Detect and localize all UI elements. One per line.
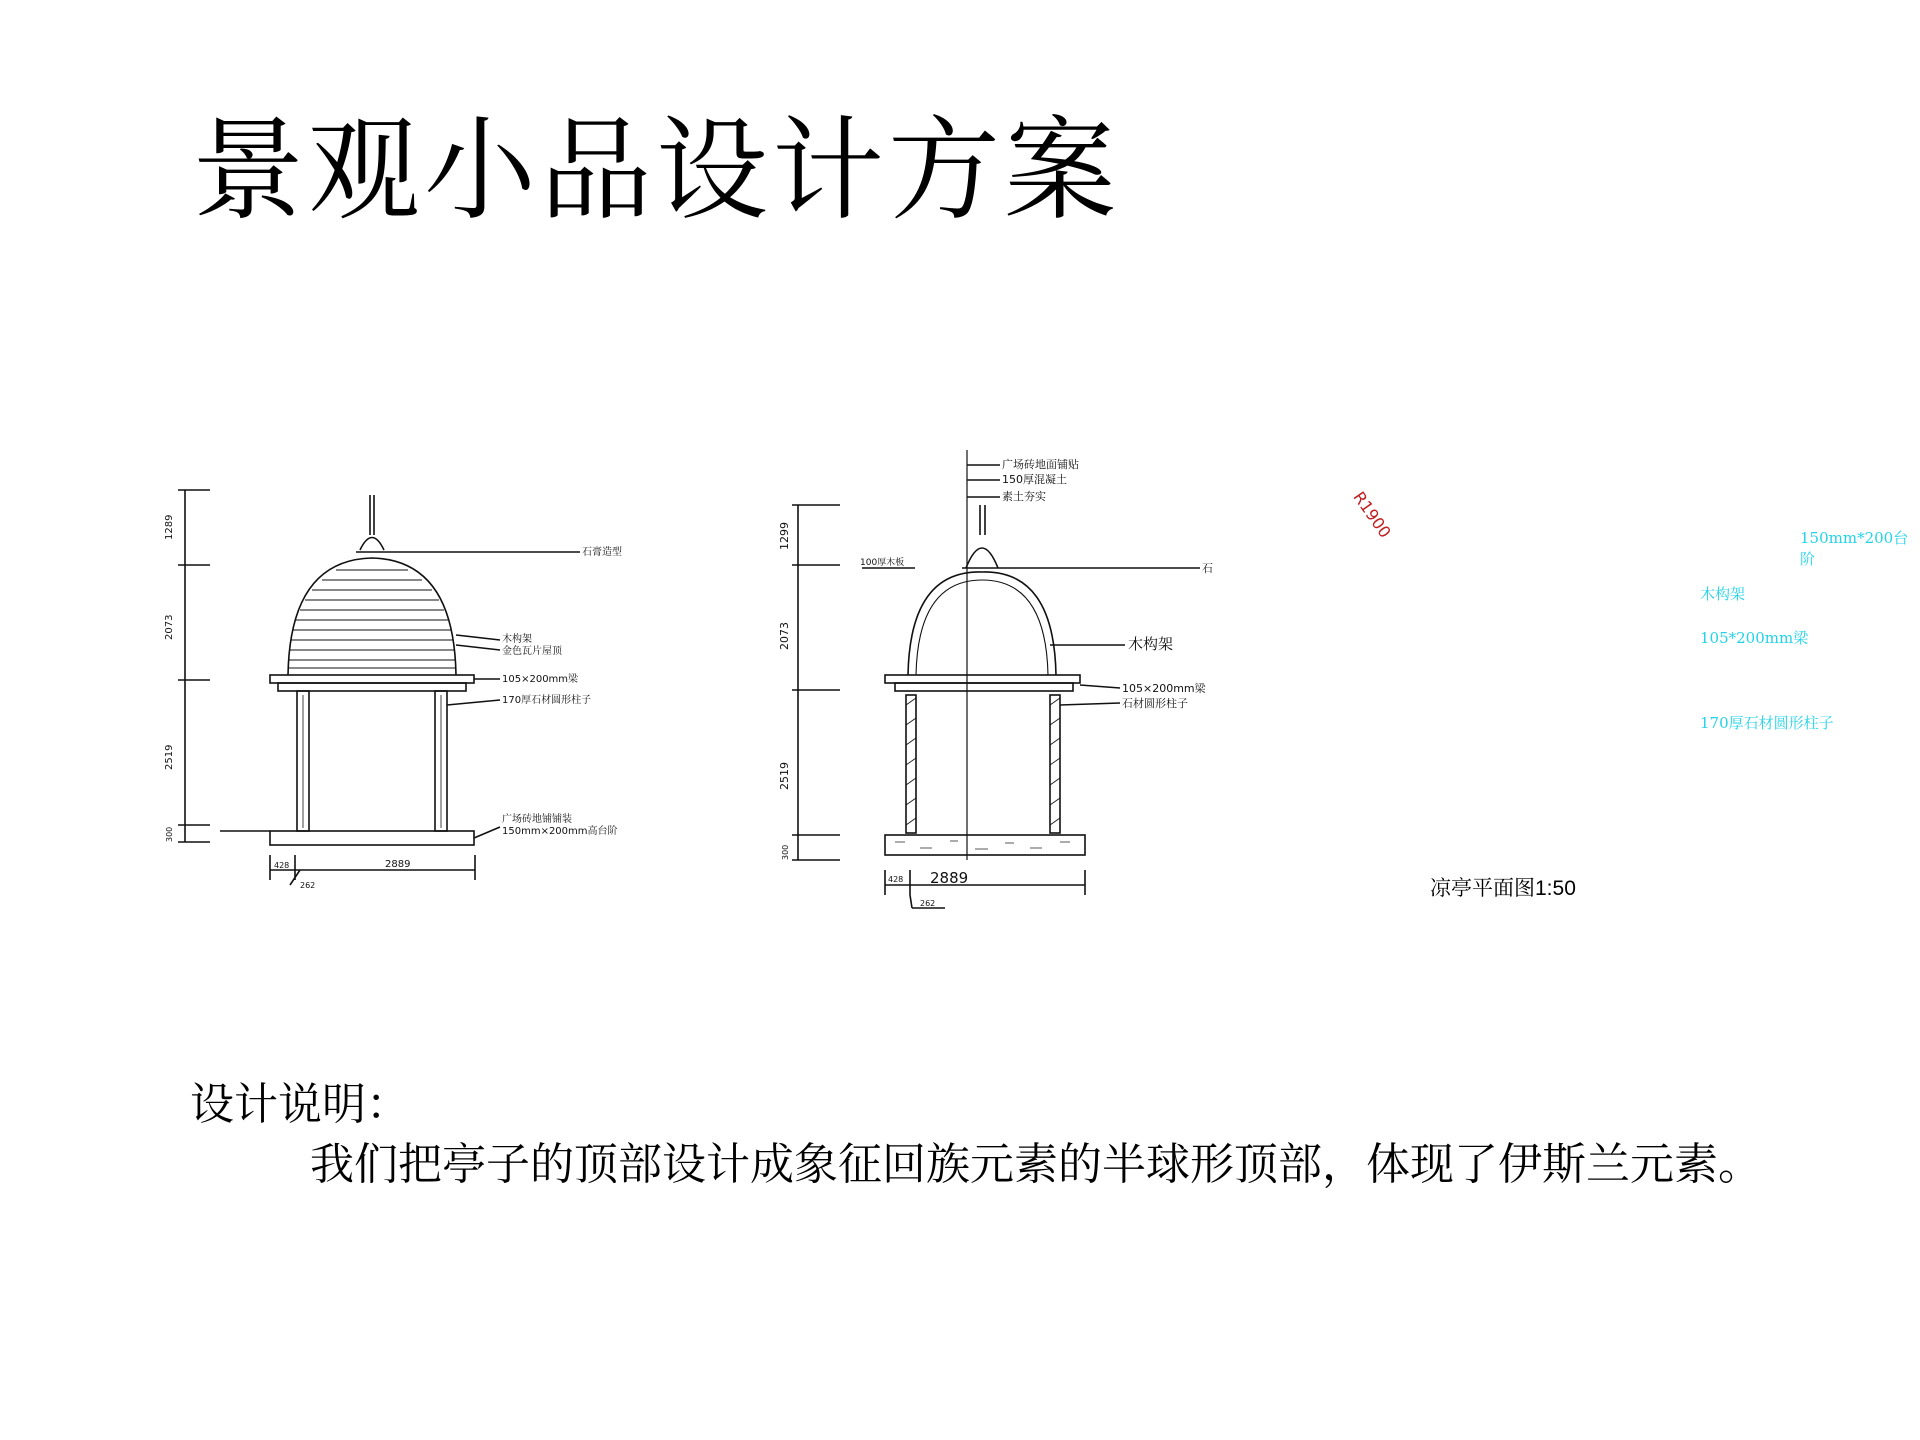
design-description [190, 1075, 1830, 1195]
plan-label-beam: 105*200mm梁 [1700, 629, 1809, 647]
annotation: 石膏造型 [582, 547, 622, 558]
annotation: 金色瓦片屋顶 [502, 646, 562, 657]
annotation: 100厚木板 [860, 558, 905, 568]
annotation: 木构架 [1128, 635, 1174, 653]
dim-label: 2519 [164, 744, 175, 770]
dim-label: 262 [920, 899, 936, 908]
plan-label-column: 170厚石材圆形柱子 [1700, 714, 1834, 732]
dim-label: 300 [165, 826, 174, 842]
pavilion-section-middle [770, 440, 1230, 920]
annotation: 广场砖地面铺贴 [1002, 458, 1079, 471]
pavilion-elevation-left [150, 470, 670, 920]
dim-label: 2519 [778, 762, 791, 790]
annotation: 广场砖地铺铺装 [502, 814, 572, 825]
dim-label: 2889 [930, 869, 969, 887]
dim-label: 1289 [164, 514, 175, 540]
description-body: 我们把亭子的顶部设计成象征回族元素的半球形顶部，体现了伊斯兰元素。 [310, 1139, 1762, 1190]
dim-label: 2073 [164, 614, 175, 640]
plan-radius-mark: R1900 [1349, 488, 1395, 542]
dim-label: 262 [300, 881, 316, 890]
page-title: 景观小品设计方案 [192, 106, 1120, 236]
dim-label: 428 [888, 875, 904, 884]
annotation: 170厚石材圆形柱子 [502, 695, 592, 706]
plan-label-frame: 木构架 [1700, 585, 1746, 603]
annotation: 木构架 [502, 634, 532, 645]
dim-label: 1299 [778, 522, 791, 550]
description-heading: 设计说明： [190, 1079, 410, 1130]
annotation: 石材圆形柱子 [1122, 697, 1188, 710]
dim-label: 300 [781, 844, 790, 860]
annotation: 150厚混凝土 [1002, 473, 1067, 486]
plan-caption: 凉亭平面图1:50 [1430, 877, 1576, 900]
annotation: 105×200mm梁 [502, 674, 579, 685]
annotation: 150mm×200mm高台阶 [502, 826, 618, 837]
dim-label: 2889 [385, 859, 411, 870]
annotation: 105×200mm梁 [1122, 682, 1206, 695]
dim-label: 428 [274, 861, 290, 870]
plan-label-steps: 150mm*200台阶 [1800, 529, 1909, 568]
annotation: 石 [1202, 562, 1213, 575]
annotation: 素土夯实 [1002, 490, 1046, 503]
dim-label: 2073 [778, 622, 791, 650]
